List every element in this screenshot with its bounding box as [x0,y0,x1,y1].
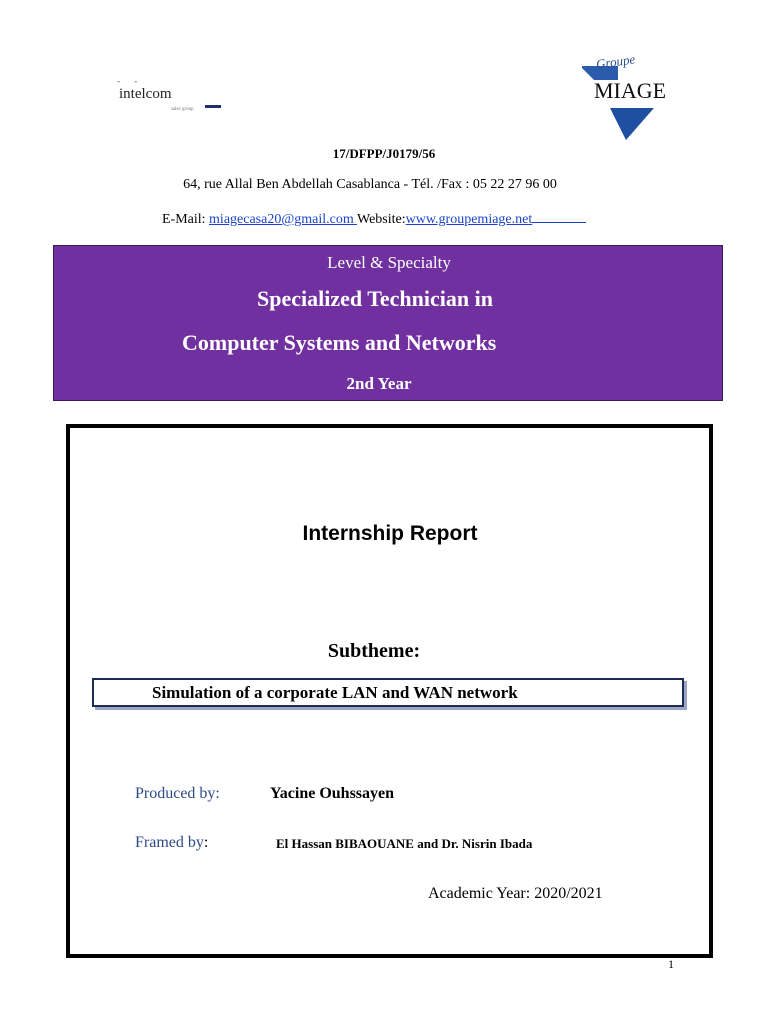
link-underline [532,210,586,223]
website-link[interactable]: www.groupemiage.net [405,212,533,227]
address-line: 64, rue Allal Ben Abdellah Casablanca - Tél. /Fax : 05 22 27 96 00 [183,177,557,192]
website-label: Website: [356,212,406,227]
miage-logo [580,51,680,142]
framed-by-label [135,834,208,852]
academic-year: Academic Year: 2020/2021 [428,885,603,902]
miage-logo-groupe: Groupe [595,51,637,72]
reference-number: 17/DFPP/J0179/56 [332,146,436,161]
specialty-banner [53,245,723,401]
specialty-line-1: Specialized Technician in [257,286,493,311]
subtheme-text: Simulation of a corporate LAN and WAN network [152,683,518,702]
intelcom-logo-tagline: sales group [171,107,194,112]
framed-by-value: El Hassan BIBAOUANE and Dr. Nisrin Ibada [276,836,533,851]
report-title: Internship Report [302,522,478,545]
specialty-line-2: Computer Systems and Networks [182,330,497,355]
logo-bar [205,105,221,108]
level-label: Level & Specialty [327,253,451,272]
miage-logo-name: MIAGE [594,78,667,103]
produced-by-value: Yacine Ouhssayen [270,785,395,802]
page-number: 1 [668,957,674,971]
framed-by-text: Framed by [135,834,204,851]
email-link[interactable]: miagecasa20@gmail.com [209,212,357,227]
intelcom-logo-name: intelcom [119,86,172,102]
study-year: 2nd Year [346,374,412,393]
framed-by-colon: : [203,834,209,851]
contact-line [162,210,586,228]
subtheme-box [92,678,684,707]
subtheme-label: Subtheme: [327,640,421,662]
produced-by-label: Produced by: [135,785,220,802]
email-label: E-Mail: [162,212,210,227]
intelcom-logo [105,48,230,140]
logo-triangle [610,108,654,140]
logo-dots: - - [117,76,144,86]
